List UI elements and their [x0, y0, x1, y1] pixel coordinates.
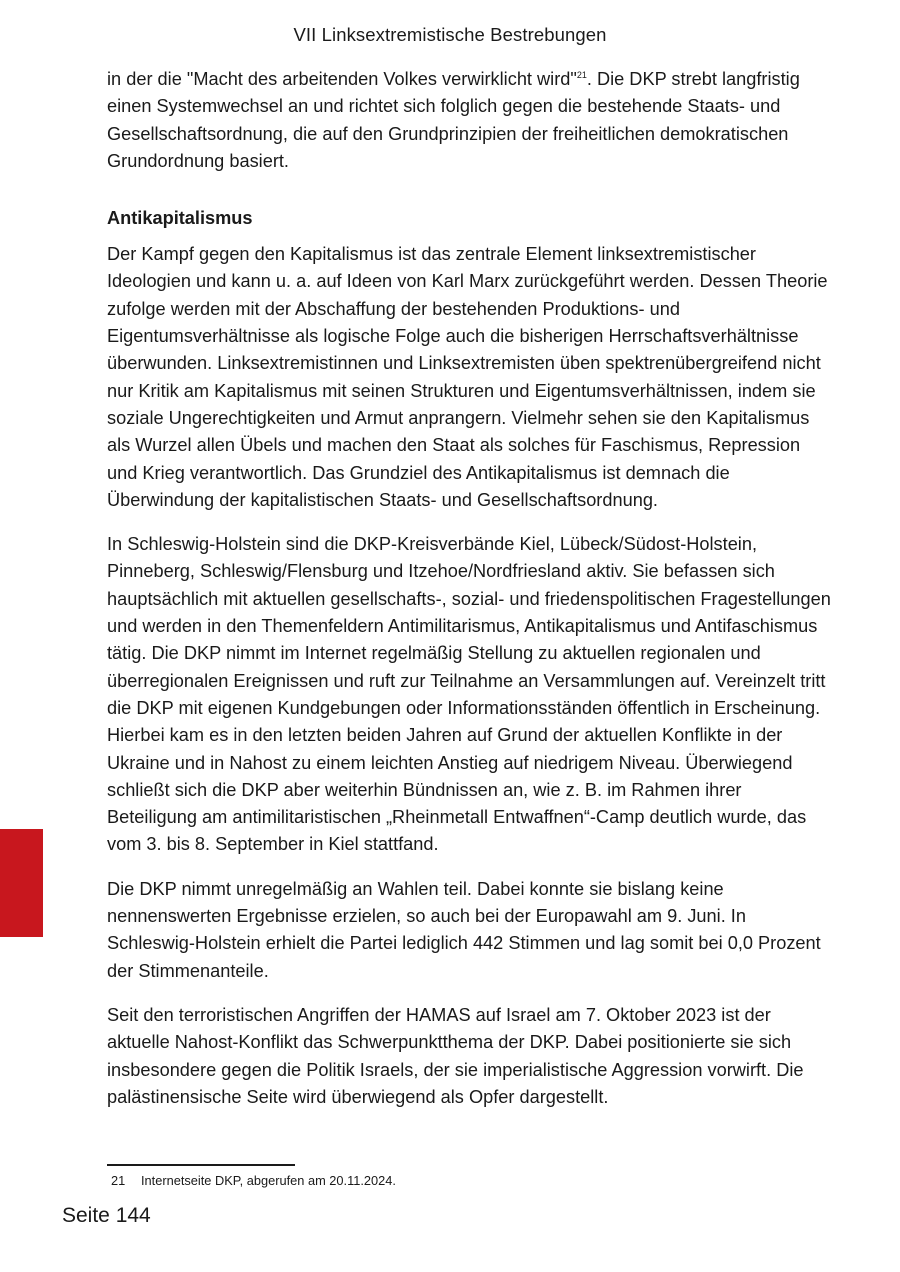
paragraph-wahlen: Die DKP nimmt unregelmäßig an Wahlen teil. Dabei konnte sie bislang keine nennenswerten Ergebnisse erzielen, so auch bei der Europawahl am 9. Juni. In Schleswig-Holstein erhielt die Partei lediglich 442 Stimmen und lag somit bei 0,0 Prozent der Stimmenanteile.: [107, 878, 821, 981]
footnote: [111, 1172, 396, 1190]
footnote-number: 21: [111, 1173, 126, 1188]
intro-text-after-ref: . Die DKP strebt langfristig einen Systemwechsel an und richtet sich folglich gegen die bestehende Staats- und Gesellschaftsordnung, die auf den Grundprinzipien der freiheitlichen demokratischen Grundordnung basiert.: [107, 69, 800, 171]
intro-text-before-ref: in der die "Macht des arbeitenden Volkes verwirklicht wird": [107, 69, 577, 89]
footnote-reference: 21: [576, 69, 587, 80]
main-text: [107, 66, 833, 1128]
footnote-text: Internetseite DKP, abgerufen am 20.11.2024.: [141, 1173, 396, 1188]
chapter-marker-tab: [0, 829, 43, 937]
paragraph-nahost: Seit den terroristischen Angriffen der HAMAS auf Israel am 7. Oktober 2023 ist der aktuelle Nahost-Konflikt das Schwerpunktthema der DKP. Dabei positionierte sie sich insbesondere gegen die Politik Israels, der sie imperialistische Aggression vorwirft. Die palästinensische Seite wird überwiegend als Opfer dargestellt.: [107, 1004, 804, 1107]
paragraph-kreisverbaende: In Schleswig-Holstein sind die DKP-Kreisverbände Kiel, Lübeck/Südost-Holstein, Pinneberg, Schleswig/Flensburg und Itzehoe/Nordfriesland aktiv. Sie befassen sich hauptsächlich mit aktuellen gesellschafts-, sozial- und friedenspolitischen Fragestellungen und werden in den Themenfeldern Antimilitarismus, Antikapitalismus und Antifaschismus tätig. Die DKP nimmt im Internet regelmäßig Stellung zu aktuellen regionalen und überregionalen Ereignissen und ruft zur Teilnahme an Versammlungen auf. Vereinzelt tritt die DKP mit eigenen Kundgebungen oder Informationsständen öffentlich in Erscheinung. Hierbei kam es in den letzten beiden Jahren auf Grund der aktuellen Konflikte in der Ukraine und in Nahost zu einem leichten Anstieg auf niedrigem Niveau. Überwiegend schließt sich die DKP aber weiterhin Bündnissen an, wie z. B. im Rahmen ihrer Beteiligung am antimilitaristischen „Rheinmetall Entwaffnen“-Camp deutlich wurde, das vom 3. bis 8. September in Kiel stattfand.: [107, 534, 831, 855]
footnote-divider: [107, 1164, 295, 1166]
paragraph-antikapitalismus: Der Kampf gegen den Kapitalismus ist das zentrale Element linksextremistischer Ideologien und kann u. a. auf Ideen von Karl Marx zurückgeführt werden. Dessen Theorie zufolge werden mit der Abschaffung der bestehenden Produktions- und Eigentumsverhältnisse als logische Folge auch die bisherigen Herrschaftsverhältnisse überwunden. Linksextremistinnen und Linksextremisten üben spektrenübergreifend nicht nur Kritik am Kapitalismus mit seinen Strukturen und Eigentumsverhältnissen, indem sie soziale Ungerechtigkeiten und Armut anprangern. Vielmehr sehen sie den Kapitalismus als Wurzel allen Übels und machen den Staat als solches für Faschismus, Repression und Krieg verantwortlich. Das Grundziel des Antikapitalismus ist demnach die Überwindung der kapitalistischen Staats- und Gesellschaftsordnung.: [107, 244, 828, 510]
running-header-title: VII Linksextremistische Bestrebungen: [293, 24, 607, 45]
section-heading: Antikapitalismus: [107, 208, 253, 229]
intro-paragraph: [107, 66, 833, 175]
page-number: Seite 144: [62, 1204, 151, 1227]
